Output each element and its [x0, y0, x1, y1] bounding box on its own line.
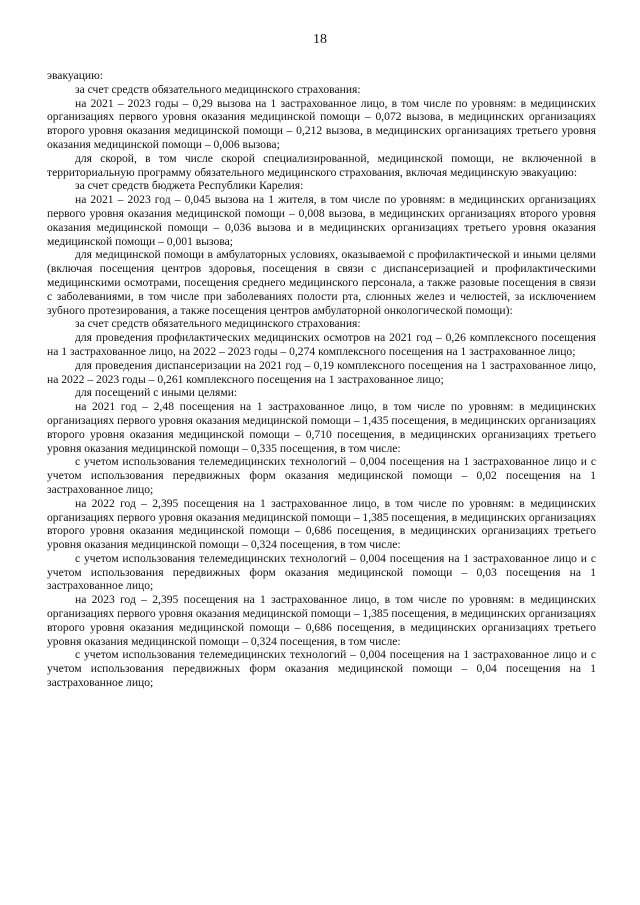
paragraph: на 2021 – 2023 годы – 0,29 вызова на 1 застрахованное лицо, в том числе по уровням: в медицинских организациях первого уровня оказания медицинской помощи – 0,072 вызова, в медицинских организациях второго уровня оказания медицинской помощи – 0,212 вызова, в медицинских организациях третьего уровня оказания медицинской помощи – 0,006 вызова;	[47, 96, 596, 151]
paragraph: для посещений с иными целями:	[75, 386, 238, 400]
paragraph: с учетом использования телемедицинских технологий – 0,004 посещения на 1 застрахованное лицо и с учетом использования передвижных форм оказания медицинской помощи – 0,03 посещения на 1 застрахованное лицо;	[47, 551, 596, 593]
document-body	[47, 69, 596, 690]
paragraph: для медицинской помощи в амбулаторных условиях, оказываемой с профилактической и иными целями (включая посещения центров здоровья, посещения в связи с диспансеризацией и профилактическими медицинскими осмотрами, посещения среднего медицинского персонала, а также разовые посещения в связи с заболеваниями, в том числе при заболеваниях полости рта, слюнных желез и челюстей, за исключением зубного протезирования, а также посещения центров амбулаторной онкологической помощи):	[47, 248, 596, 317]
paragraph: за счет средств обязательного медицинского страхования:	[75, 317, 361, 331]
paragraph: с учетом использования телемедицинских технологий – 0,004 посещения на 1 застрахованное лицо и с учетом использования передвижных форм оказания медицинской помощи – 0,02 посещения на 1 застрахованное лицо;	[47, 455, 596, 496]
paragraph: для скорой, в том числе скорой специализированной, медицинской помощи, не включенной в территориальную программу обязательного медицинского страхования, включая медицинскую эвакуацию:	[47, 151, 596, 179]
paragraph: для проведения профилактических медицинских осмотров на 2021 год – 0,26 комплексного посещения на 1 застрахованное лицо, на 2022 – 2023 годы – 0,274 комплексного посещения на 1 застрахованное лицо;	[47, 331, 596, 358]
paragraph: за счет средств бюджета Республики Карелия:	[75, 179, 304, 193]
paragraph: на 2022 год – 2,395 посещения на 1 застрахованное лицо, в том числе по уровням: в медицинских организациях первого уровня оказания медицинской помощи – 1,385 посещения, в медицинских организациях второго уровня оказания медицинской помощи – 0,686 посещения, в медицинских организациях третьего уровня оказания медицинской помощи – 0,324 посещения, в том числе:	[47, 496, 596, 552]
paragraph: с учетом использования телемедицинских технологий – 0,004 посещения на 1 застрахованное лицо и с учетом использования передвижных форм оказания медицинской помощи – 0,04 посещения на 1 застрахованное лицо;	[47, 648, 596, 690]
paragraph: на 2023 год – 2,395 посещения на 1 застрахованное лицо, в том числе по уровням: в медицинских организациях первого уровня оказания медицинской помощи – 1,385 посещения, в медицинских организациях второго уровня оказания медицинской помощи – 0,686 посещения, в медицинских организациях третьего уровня оказания медицинской помощи – 0,324 посещения, в том числе:	[47, 593, 596, 648]
paragraph: эвакуацию:	[47, 69, 103, 82]
paragraph: для проведения диспансеризации на 2021 год – 0,19 комплексного посещения на 1 застрахованное лицо, на 2022 – 2023 годы – 0,261 комплексного посещения на 1 застрахованное лицо;	[47, 358, 596, 386]
paragraph: на 2021 год – 2,48 посещения на 1 застрахованное лицо, в том числе по уровням: в медицинских организациях первого уровня оказания медицинской помощи – 1,435 посещения, в медицинских организациях второго уровня оказания медицинской помощи – 0,710 посещения, в медицинских организациях третьего уровня оказания медицинской помощи – 0,335 посещения, в том числе:	[47, 400, 596, 455]
paragraph: на 2021 – 2023 год – 0,045 вызова на 1 жителя, в том числе по уровням: в медицинских организациях первого уровня оказания медицинской помощи – 0,008 вызова, в медицинских организациях второго уровня оказания медицинской помощи – 0,036 вызова и в медицинских организациях третьего уровня оказания медицинской помощи – 0,001 вызова;	[47, 193, 596, 248]
page-number: 18	[313, 32, 327, 47]
paragraph: за счет средств обязательного медицинского страхования:	[75, 82, 361, 96]
